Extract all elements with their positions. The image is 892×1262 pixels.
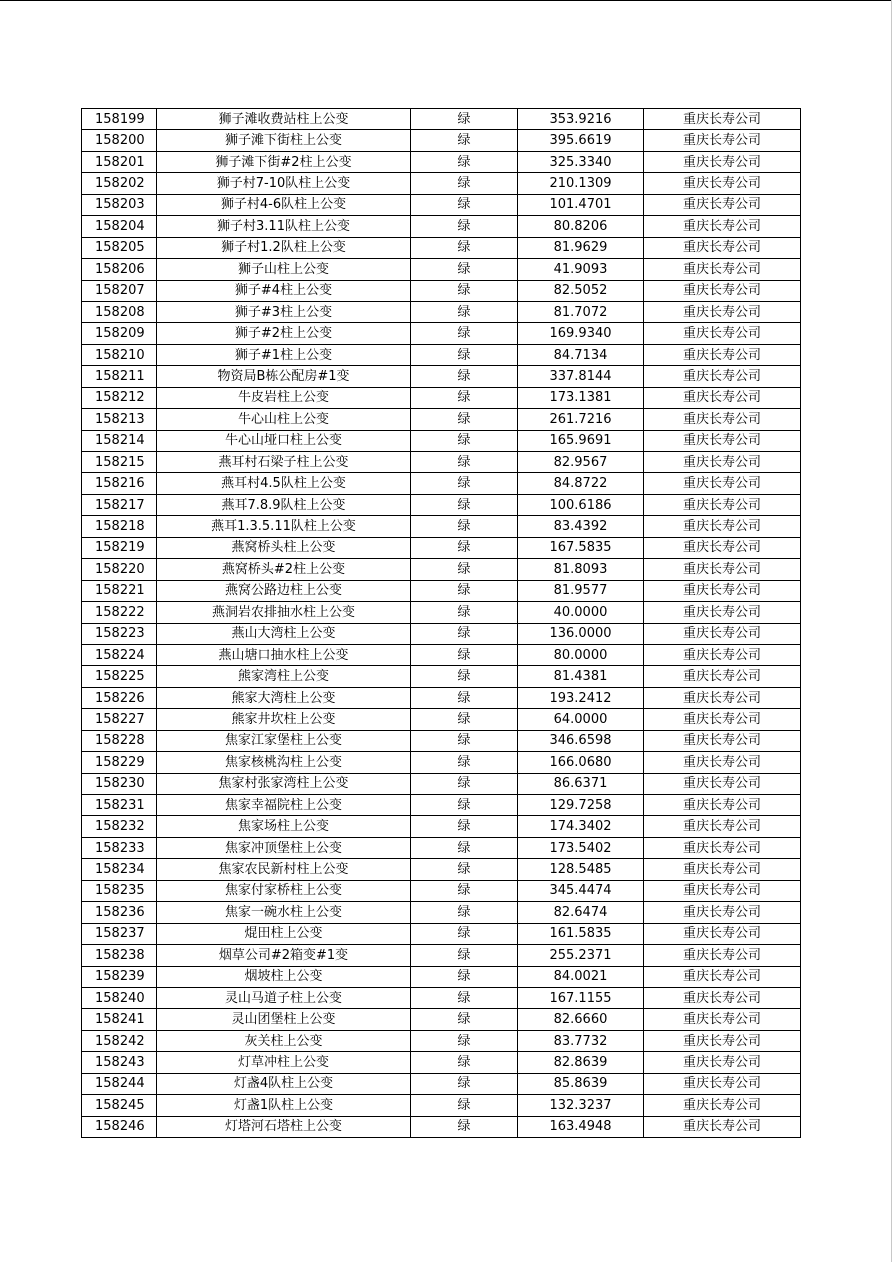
cell-status-color: 绿 — [411, 409, 518, 430]
table-row — [82, 945, 801, 966]
cell-status-color: 绿 — [411, 602, 518, 623]
cell-company: 重庆长寿公司 — [644, 430, 801, 451]
cell-id: 158233 — [82, 837, 157, 858]
cell-status-color: 绿 — [411, 966, 518, 987]
cell-name: 燕山塘口抽水柱上公变 — [157, 644, 411, 665]
cell-value: 167.1155 — [518, 987, 644, 1008]
cell-value: 86.6371 — [518, 773, 644, 794]
cell-company: 重庆长寿公司 — [644, 773, 801, 794]
cell-value: 128.5485 — [518, 859, 644, 880]
cell-id: 158226 — [82, 687, 157, 708]
cell-value: 353.9216 — [518, 109, 644, 130]
table-row — [82, 902, 801, 923]
cell-company: 重庆长寿公司 — [644, 623, 801, 644]
cell-status-color: 绿 — [411, 1095, 518, 1116]
table-row — [82, 409, 801, 430]
table-row — [82, 880, 801, 901]
cell-status-color: 绿 — [411, 1052, 518, 1073]
cell-value: 169.9340 — [518, 323, 644, 344]
cell-id: 158204 — [82, 216, 157, 237]
cell-name: 燕耳7.8.9队柱上公变 — [157, 494, 411, 515]
cell-value: 173.5402 — [518, 837, 644, 858]
table-row — [82, 1073, 801, 1094]
table-row — [82, 687, 801, 708]
cell-status-color: 绿 — [411, 666, 518, 687]
table-row — [82, 773, 801, 794]
cell-id: 158211 — [82, 366, 157, 387]
cell-value: 161.5835 — [518, 923, 644, 944]
cell-value: 80.8206 — [518, 216, 644, 237]
cell-value: 129.7258 — [518, 795, 644, 816]
table-row — [82, 280, 801, 301]
cell-company: 重庆长寿公司 — [644, 709, 801, 730]
table-row — [82, 816, 801, 837]
cell-name: 燕耳村石梁子柱上公变 — [157, 452, 411, 473]
cell-value: 41.9093 — [518, 259, 644, 280]
cell-value: 83.4392 — [518, 516, 644, 537]
cell-status-color: 绿 — [411, 773, 518, 794]
cell-status-color: 绿 — [411, 259, 518, 280]
cell-name: 焦家幸福院柱上公变 — [157, 795, 411, 816]
cell-company: 重庆长寿公司 — [644, 473, 801, 494]
table-row — [82, 323, 801, 344]
cell-status-color: 绿 — [411, 623, 518, 644]
cell-id: 158230 — [82, 773, 157, 794]
cell-name: 狮子滩下街#2柱上公变 — [157, 151, 411, 172]
cell-name: 焦家农民新村柱上公变 — [157, 859, 411, 880]
cell-name: 焦家江家堡柱上公变 — [157, 730, 411, 751]
cell-value: 193.2412 — [518, 687, 644, 708]
cell-company: 重庆长寿公司 — [644, 151, 801, 172]
cell-name: 灯草冲柱上公变 — [157, 1052, 411, 1073]
table-row — [82, 1095, 801, 1116]
cell-id: 158210 — [82, 344, 157, 365]
cell-id: 158214 — [82, 430, 157, 451]
cell-value: 82.6660 — [518, 1009, 644, 1030]
cell-company: 重庆长寿公司 — [644, 1030, 801, 1051]
cell-company: 重庆长寿公司 — [644, 194, 801, 215]
table-row — [82, 301, 801, 322]
cell-value: 82.8639 — [518, 1052, 644, 1073]
cell-name: 灰关柱上公变 — [157, 1030, 411, 1051]
cell-status-color: 绿 — [411, 837, 518, 858]
table-row — [82, 194, 801, 215]
cell-value: 255.2371 — [518, 945, 644, 966]
cell-status-color: 绿 — [411, 1009, 518, 1030]
table-row — [82, 709, 801, 730]
cell-name: 熊家井坎柱上公变 — [157, 709, 411, 730]
cell-value: 80.0000 — [518, 644, 644, 665]
cell-company: 重庆长寿公司 — [644, 602, 801, 623]
cell-name: 焦家一碗水柱上公变 — [157, 902, 411, 923]
cell-status-color: 绿 — [411, 473, 518, 494]
table-row — [82, 795, 801, 816]
cell-id: 158208 — [82, 301, 157, 322]
cell-name: 灯盏4队柱上公变 — [157, 1073, 411, 1094]
table-row — [82, 387, 801, 408]
cell-value: 325.3340 — [518, 151, 644, 172]
table-row — [82, 430, 801, 451]
cell-company: 重庆长寿公司 — [644, 687, 801, 708]
cell-status-color: 绿 — [411, 216, 518, 237]
cell-value: 163.4948 — [518, 1116, 644, 1137]
cell-company: 重庆长寿公司 — [644, 516, 801, 537]
cell-id: 158213 — [82, 409, 157, 430]
cell-value: 81.8093 — [518, 559, 644, 580]
cell-company: 重庆长寿公司 — [644, 301, 801, 322]
cell-status-color: 绿 — [411, 795, 518, 816]
cell-id: 158200 — [82, 130, 157, 151]
cell-name: 灯盏1队柱上公变 — [157, 1095, 411, 1116]
cell-name: 焦家核桃沟柱上公变 — [157, 752, 411, 773]
table-row — [82, 923, 801, 944]
cell-id: 158244 — [82, 1073, 157, 1094]
cell-company: 重庆长寿公司 — [644, 902, 801, 923]
table-row — [82, 452, 801, 473]
table-row — [82, 602, 801, 623]
cell-status-color: 绿 — [411, 987, 518, 1008]
cell-status-color: 绿 — [411, 1030, 518, 1051]
cell-id: 158219 — [82, 537, 157, 558]
cell-company: 重庆长寿公司 — [644, 859, 801, 880]
table-row — [82, 730, 801, 751]
cell-id: 158231 — [82, 795, 157, 816]
cell-id: 158207 — [82, 280, 157, 301]
cell-value: 82.6474 — [518, 902, 644, 923]
cell-id: 158238 — [82, 945, 157, 966]
cell-name: 焦家村张家湾柱上公变 — [157, 773, 411, 794]
cell-id: 158206 — [82, 259, 157, 280]
cell-company: 重庆长寿公司 — [644, 452, 801, 473]
cell-status-color: 绿 — [411, 1116, 518, 1137]
cell-value: 82.9567 — [518, 452, 644, 473]
cell-value: 81.9577 — [518, 580, 644, 601]
cell-name: 燕窝桥头柱上公变 — [157, 537, 411, 558]
cell-id: 158222 — [82, 602, 157, 623]
transformer-table — [81, 108, 801, 1138]
cell-id: 158228 — [82, 730, 157, 751]
cell-company: 重庆长寿公司 — [644, 1009, 801, 1030]
table-row — [82, 1116, 801, 1137]
table-row — [82, 1052, 801, 1073]
table-row — [82, 366, 801, 387]
table-body — [82, 109, 801, 1138]
table-row — [82, 987, 801, 1008]
cell-company: 重庆长寿公司 — [644, 644, 801, 665]
cell-id: 158218 — [82, 516, 157, 537]
cell-value: 165.9691 — [518, 430, 644, 451]
cell-name: 狮子#2柱上公变 — [157, 323, 411, 344]
cell-status-color: 绿 — [411, 344, 518, 365]
cell-name: 灯塔河石塔柱上公变 — [157, 1116, 411, 1137]
cell-value: 210.1309 — [518, 173, 644, 194]
cell-status-color: 绿 — [411, 859, 518, 880]
cell-company: 重庆长寿公司 — [644, 109, 801, 130]
cell-value: 84.7134 — [518, 344, 644, 365]
cell-id: 158240 — [82, 987, 157, 1008]
cell-value: 167.5835 — [518, 537, 644, 558]
cell-id: 158216 — [82, 473, 157, 494]
cell-company: 重庆长寿公司 — [644, 987, 801, 1008]
cell-name: 牛心山柱上公变 — [157, 409, 411, 430]
cell-company: 重庆长寿公司 — [644, 130, 801, 151]
cell-status-color: 绿 — [411, 237, 518, 258]
cell-value: 166.0680 — [518, 752, 644, 773]
cell-name: 烟草公司#2箱变#1变 — [157, 945, 411, 966]
cell-name: 狮子村3.11队柱上公变 — [157, 216, 411, 237]
cell-value: 100.6186 — [518, 494, 644, 515]
cell-company: 重庆长寿公司 — [644, 387, 801, 408]
cell-status-color: 绿 — [411, 730, 518, 751]
cell-status-color: 绿 — [411, 816, 518, 837]
cell-id: 158229 — [82, 752, 157, 773]
cell-status-color: 绿 — [411, 323, 518, 344]
cell-company: 重庆长寿公司 — [644, 666, 801, 687]
table-row — [82, 473, 801, 494]
cell-name: 狮子村7-10队柱上公变 — [157, 173, 411, 194]
table-row — [82, 216, 801, 237]
cell-company: 重庆长寿公司 — [644, 216, 801, 237]
cell-name: 灵山团堡柱上公变 — [157, 1009, 411, 1030]
cell-name: 焦家冲顶堡柱上公变 — [157, 837, 411, 858]
cell-company: 重庆长寿公司 — [644, 259, 801, 280]
table-row — [82, 494, 801, 515]
cell-name: 狮子村4-6队柱上公变 — [157, 194, 411, 215]
cell-status-color: 绿 — [411, 194, 518, 215]
cell-status-color: 绿 — [411, 559, 518, 580]
cell-status-color: 绿 — [411, 452, 518, 473]
cell-id: 158245 — [82, 1095, 157, 1116]
cell-id: 158212 — [82, 387, 157, 408]
cell-name: 熊家大湾柱上公变 — [157, 687, 411, 708]
table-row — [82, 1009, 801, 1030]
table-row — [82, 537, 801, 558]
cell-name: 物资局B栋公配房#1变 — [157, 366, 411, 387]
cell-status-color: 绿 — [411, 537, 518, 558]
cell-id: 158239 — [82, 966, 157, 987]
cell-value: 337.8144 — [518, 366, 644, 387]
cell-name: 燕山大湾柱上公变 — [157, 623, 411, 644]
cell-company: 重庆长寿公司 — [644, 280, 801, 301]
table-row — [82, 644, 801, 665]
cell-status-color: 绿 — [411, 430, 518, 451]
table-row — [82, 516, 801, 537]
cell-id: 158242 — [82, 1030, 157, 1051]
cell-company: 重庆长寿公司 — [644, 945, 801, 966]
table-row — [82, 259, 801, 280]
cell-status-color: 绿 — [411, 945, 518, 966]
table-row — [82, 859, 801, 880]
cell-id: 158237 — [82, 923, 157, 944]
cell-status-color: 绿 — [411, 687, 518, 708]
cell-id: 158203 — [82, 194, 157, 215]
table-row — [82, 151, 801, 172]
cell-id: 158232 — [82, 816, 157, 837]
cell-company: 重庆长寿公司 — [644, 173, 801, 194]
cell-id: 158246 — [82, 1116, 157, 1137]
cell-company: 重庆长寿公司 — [644, 537, 801, 558]
table-row — [82, 623, 801, 644]
table-row — [82, 666, 801, 687]
cell-name: 狮子山柱上公变 — [157, 259, 411, 280]
cell-name: 熊家湾柱上公变 — [157, 666, 411, 687]
cell-name: 狮子村1.2队柱上公变 — [157, 237, 411, 258]
cell-company: 重庆长寿公司 — [644, 494, 801, 515]
cell-id: 158221 — [82, 580, 157, 601]
cell-id: 158227 — [82, 709, 157, 730]
cell-name: 狮子#4柱上公变 — [157, 280, 411, 301]
cell-status-color: 绿 — [411, 580, 518, 601]
table-row — [82, 130, 801, 151]
cell-name: 焦家场柱上公变 — [157, 816, 411, 837]
cell-company: 重庆长寿公司 — [644, 880, 801, 901]
cell-value: 346.6598 — [518, 730, 644, 751]
cell-id: 158202 — [82, 173, 157, 194]
cell-company: 重庆长寿公司 — [644, 580, 801, 601]
cell-company: 重庆长寿公司 — [644, 559, 801, 580]
cell-company: 重庆长寿公司 — [644, 795, 801, 816]
cell-status-color: 绿 — [411, 1073, 518, 1094]
cell-name: 燕窝桥头#2柱上公变 — [157, 559, 411, 580]
cell-company: 重庆长寿公司 — [644, 1052, 801, 1073]
cell-company: 重庆长寿公司 — [644, 1073, 801, 1094]
cell-id: 158225 — [82, 666, 157, 687]
cell-name: 燕窝公路边柱上公变 — [157, 580, 411, 601]
cell-status-color: 绿 — [411, 880, 518, 901]
cell-value: 345.4474 — [518, 880, 644, 901]
cell-status-color: 绿 — [411, 387, 518, 408]
cell-id: 158215 — [82, 452, 157, 473]
cell-company: 重庆长寿公司 — [644, 366, 801, 387]
table-row — [82, 559, 801, 580]
table-row — [82, 344, 801, 365]
table-row — [82, 752, 801, 773]
cell-company: 重庆长寿公司 — [644, 237, 801, 258]
table-row — [82, 109, 801, 130]
cell-company: 重庆长寿公司 — [644, 323, 801, 344]
cell-company: 重庆长寿公司 — [644, 1095, 801, 1116]
cell-name: 灵山马道子柱上公变 — [157, 987, 411, 1008]
cell-value: 81.4381 — [518, 666, 644, 687]
cell-id: 158223 — [82, 623, 157, 644]
cell-name: 狮子滩下街柱上公变 — [157, 130, 411, 151]
cell-id: 158243 — [82, 1052, 157, 1073]
cell-value: 136.0000 — [518, 623, 644, 644]
cell-company: 重庆长寿公司 — [644, 966, 801, 987]
cell-status-color: 绿 — [411, 644, 518, 665]
cell-id: 158235 — [82, 880, 157, 901]
cell-value: 83.7732 — [518, 1030, 644, 1051]
cell-value: 174.3402 — [518, 816, 644, 837]
cell-id: 158220 — [82, 559, 157, 580]
cell-value: 261.7216 — [518, 409, 644, 430]
cell-id: 158209 — [82, 323, 157, 344]
cell-value: 395.6619 — [518, 130, 644, 151]
table-row — [82, 837, 801, 858]
table-row — [82, 173, 801, 194]
cell-status-color: 绿 — [411, 752, 518, 773]
cell-status-color: 绿 — [411, 173, 518, 194]
cell-status-color: 绿 — [411, 516, 518, 537]
cell-status-color: 绿 — [411, 151, 518, 172]
cell-id: 158217 — [82, 494, 157, 515]
cell-company: 重庆长寿公司 — [644, 344, 801, 365]
cell-status-color: 绿 — [411, 902, 518, 923]
cell-company: 重庆长寿公司 — [644, 730, 801, 751]
cell-id: 158236 — [82, 902, 157, 923]
cell-name: 烟坡柱上公变 — [157, 966, 411, 987]
cell-name: 燕耳村4.5队柱上公变 — [157, 473, 411, 494]
cell-status-color: 绿 — [411, 130, 518, 151]
cell-company: 重庆长寿公司 — [644, 816, 801, 837]
cell-value: 173.1381 — [518, 387, 644, 408]
cell-name: 牛心山垭口柱上公变 — [157, 430, 411, 451]
cell-name: 狮子#3柱上公变 — [157, 301, 411, 322]
table-row — [82, 580, 801, 601]
cell-status-color: 绿 — [411, 366, 518, 387]
cell-status-color: 绿 — [411, 301, 518, 322]
page-top-border — [0, 0, 892, 1]
cell-name: 狮子滩收费站柱上公变 — [157, 109, 411, 130]
cell-id: 158241 — [82, 1009, 157, 1030]
cell-value: 101.4701 — [518, 194, 644, 215]
cell-status-color: 绿 — [411, 494, 518, 515]
cell-status-color: 绿 — [411, 709, 518, 730]
cell-status-color: 绿 — [411, 280, 518, 301]
table-row — [82, 966, 801, 987]
cell-id: 158199 — [82, 109, 157, 130]
table-row — [82, 237, 801, 258]
cell-id: 158205 — [82, 237, 157, 258]
cell-status-color: 绿 — [411, 109, 518, 130]
cell-id: 158234 — [82, 859, 157, 880]
cell-value: 132.3237 — [518, 1095, 644, 1116]
cell-value: 82.5052 — [518, 280, 644, 301]
cell-name: 焜田柱上公变 — [157, 923, 411, 944]
cell-name: 燕耳1.3.5.11队柱上公变 — [157, 516, 411, 537]
cell-company: 重庆长寿公司 — [644, 409, 801, 430]
cell-value: 40.0000 — [518, 602, 644, 623]
cell-value: 81.9629 — [518, 237, 644, 258]
cell-company: 重庆长寿公司 — [644, 837, 801, 858]
cell-company: 重庆长寿公司 — [644, 923, 801, 944]
cell-id: 158201 — [82, 151, 157, 172]
cell-name: 焦家付家桥柱上公变 — [157, 880, 411, 901]
cell-name: 牛皮岩柱上公变 — [157, 387, 411, 408]
cell-value: 84.0021 — [518, 966, 644, 987]
cell-company: 重庆长寿公司 — [644, 752, 801, 773]
cell-value: 84.8722 — [518, 473, 644, 494]
cell-name: 燕洞岩农排抽水柱上公变 — [157, 602, 411, 623]
cell-value: 81.7072 — [518, 301, 644, 322]
cell-name: 狮子#1柱上公变 — [157, 344, 411, 365]
cell-id: 158224 — [82, 644, 157, 665]
cell-company: 重庆长寿公司 — [644, 1116, 801, 1137]
cell-value: 64.0000 — [518, 709, 644, 730]
cell-value: 85.8639 — [518, 1073, 644, 1094]
cell-status-color: 绿 — [411, 923, 518, 944]
table-row — [82, 1030, 801, 1051]
